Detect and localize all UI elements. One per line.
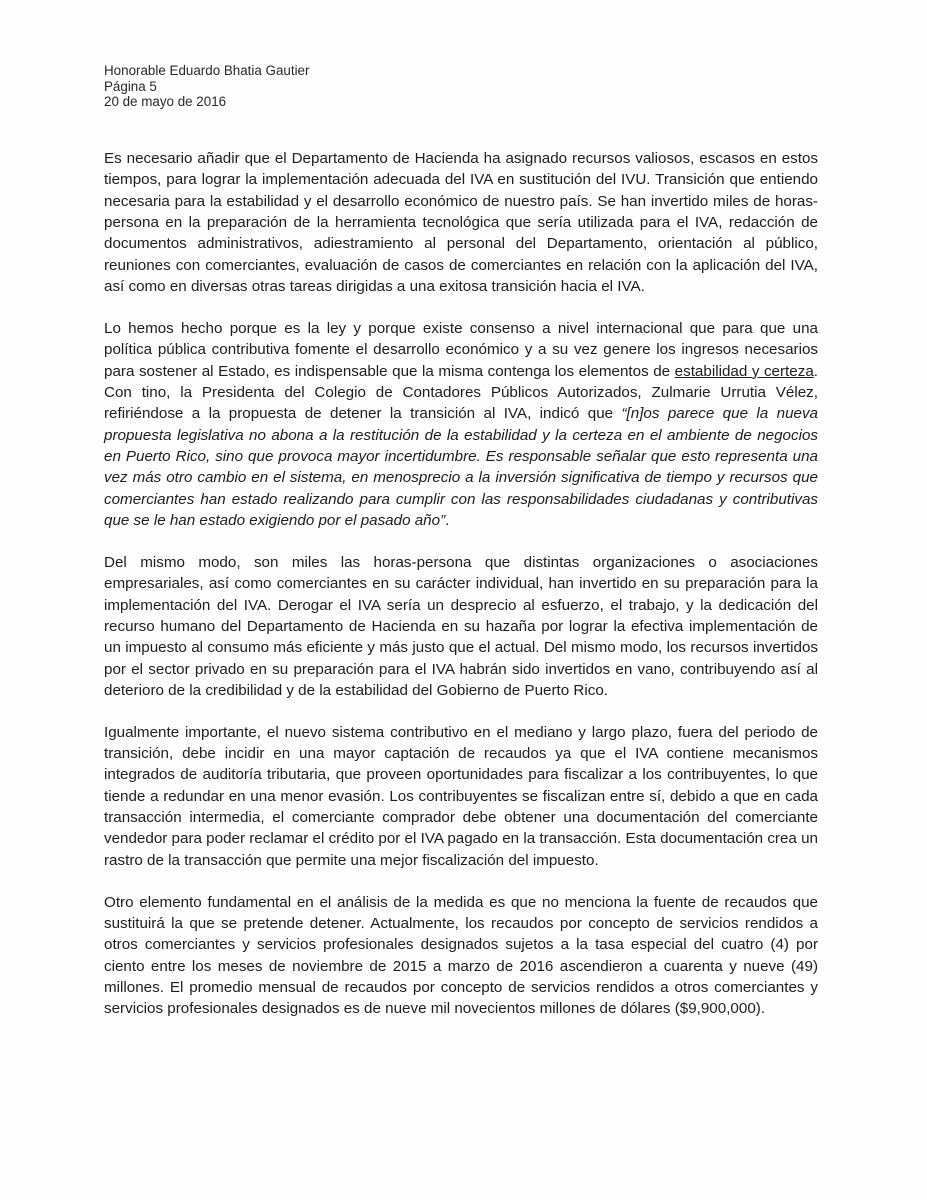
addressee: Honorable Eduardo Bhatia Gautier — [104, 63, 310, 78]
paragraph-4: Igualmente importante, el nuevo sistema contributivo en el mediano y largo plazo, fuera del periodo de transición, debe incidir en una mayor captación de recaudos ya que el IVA contiene mecanismos integrados de auditoría tributaria, que proveen oportunidades para fiscalizar a los contribuyentes, lo que tiende a redundar en una menor evasión. Los contribuyentes se fiscalizan entre sí, debido a que en cada transacción intermedia, el comerciante comprador debe obtener una documentación del comerciante vendedor para poder reclamar el crédito por el IVA pagado en la transacción. Esta documentación crea un rastro de la transacción que permite una mejor fiscalización del impuesto. — [104, 723, 818, 869]
letter-body — [104, 148, 818, 1040]
paragraph-2-text-b: . Con tino, la Presidenta del Colegio de Contadores Públicos Autorizados, Zulmarie Urrutia Vélez, refiriéndose a la propuesta de detener la transición al IVA, indicó que — [104, 362, 819, 423]
underlined-phrase: estabilidad y certeza — [674, 362, 814, 380]
paragraph-2-text-c: . — [445, 512, 450, 529]
paragraph-2 — [104, 318, 818, 531]
letter-date: 20 de mayo de 2016 — [104, 94, 227, 109]
page-number: Página 5 — [104, 78, 157, 94]
letter-header — [104, 63, 309, 110]
paragraph-5: Otro elemento fundamental en el análisis de la medida es que no menciona la fuente de recaudos que sustituirá la que se pretende detener. Actualmente, los recaudos por concepto de servicios rendidos a otros comerciantes y servicios profesionales designados sujetos a la tasa especial del cuatro (4) por ciento entre los meses de noviembre de 2015 a marzo de 2016 ascendieron a cuarenta y nueve (49) millones. El promedio mensual de recaudos por concepto de servicios rendidos a otros comerciantes y servicios profesionales designados es de nueve mil novecientos millones de dólares ($9,900,000). — [104, 893, 818, 1018]
paragraph-2-text-a: Lo hemos hecho porque es la ley y porque existe consenso a nivel internacional que para que una política pública contributiva fomente el desarrollo económico y a su vez genere los ingresos necesarios para sostener al Estado, es indispensable que la misma contenga los elementos de — [104, 319, 818, 380]
paragraph-1: Es necesario añadir que el Departamento de Hacienda ha asignado recursos valiosos, escasos en estos tiempos, para lograr la implementación adecuada del IVA en sustitución del IVU. Transición que entiendo necesaria para la estabilidad y el desarrollo económico de nuestro país. Se han invertido miles de horas-persona en la preparación de la herramienta tecnológica que sería utilizada para el IVA, redacción de documentos administrativos, adiestramiento al personal del Departamento, orientación al público, reuniones con comerciantes, evaluación de casos de comerciantes en relación con la aplicación del IVA, así como en diversas otras tareas dirigidas a una exitosa transición hacia el IVA. — [104, 150, 818, 296]
quotation: “[n]os parece que la nueva propuesta legislativa no abona a la restitución de la estabilidad y la certeza en el ambiente de negocios en Puerto Rico, sino que provoca mayor incertidumbre. Es responsable señalar que esto representa una vez más otro cambio en el sistema, en menosprecio a la inversión significativa de tiempo y recursos que comerciantes han estado realizando para cumplir con las responsabilidades ciudadanas y contributivas que se le han estado exigiendo por el pasado año” — [104, 405, 819, 529]
paragraph-3: Del mismo modo, son miles las horas-persona que distintas organizaciones o asociaciones empresariales, así como comerciantes en su carácter individual, han invertido en su preparación para la implementación del IVA. Derogar el IVA sería un desprecio al esfuerzo, el trabajo, y la dedicación del recurso humano del Departamento de Hacienda en su hazaña por lograr la efectiva implementación de un impuesto al consumo más eficiente y más justo que el actual. Del mismo modo, los recursos invertidos por el sector privado en su preparación para el IVA habrán sido invertidos en vano, contribuyendo así al deterioro de la credibilidad y de la estabilidad del Gobierno de Puerto Rico. — [104, 553, 818, 699]
